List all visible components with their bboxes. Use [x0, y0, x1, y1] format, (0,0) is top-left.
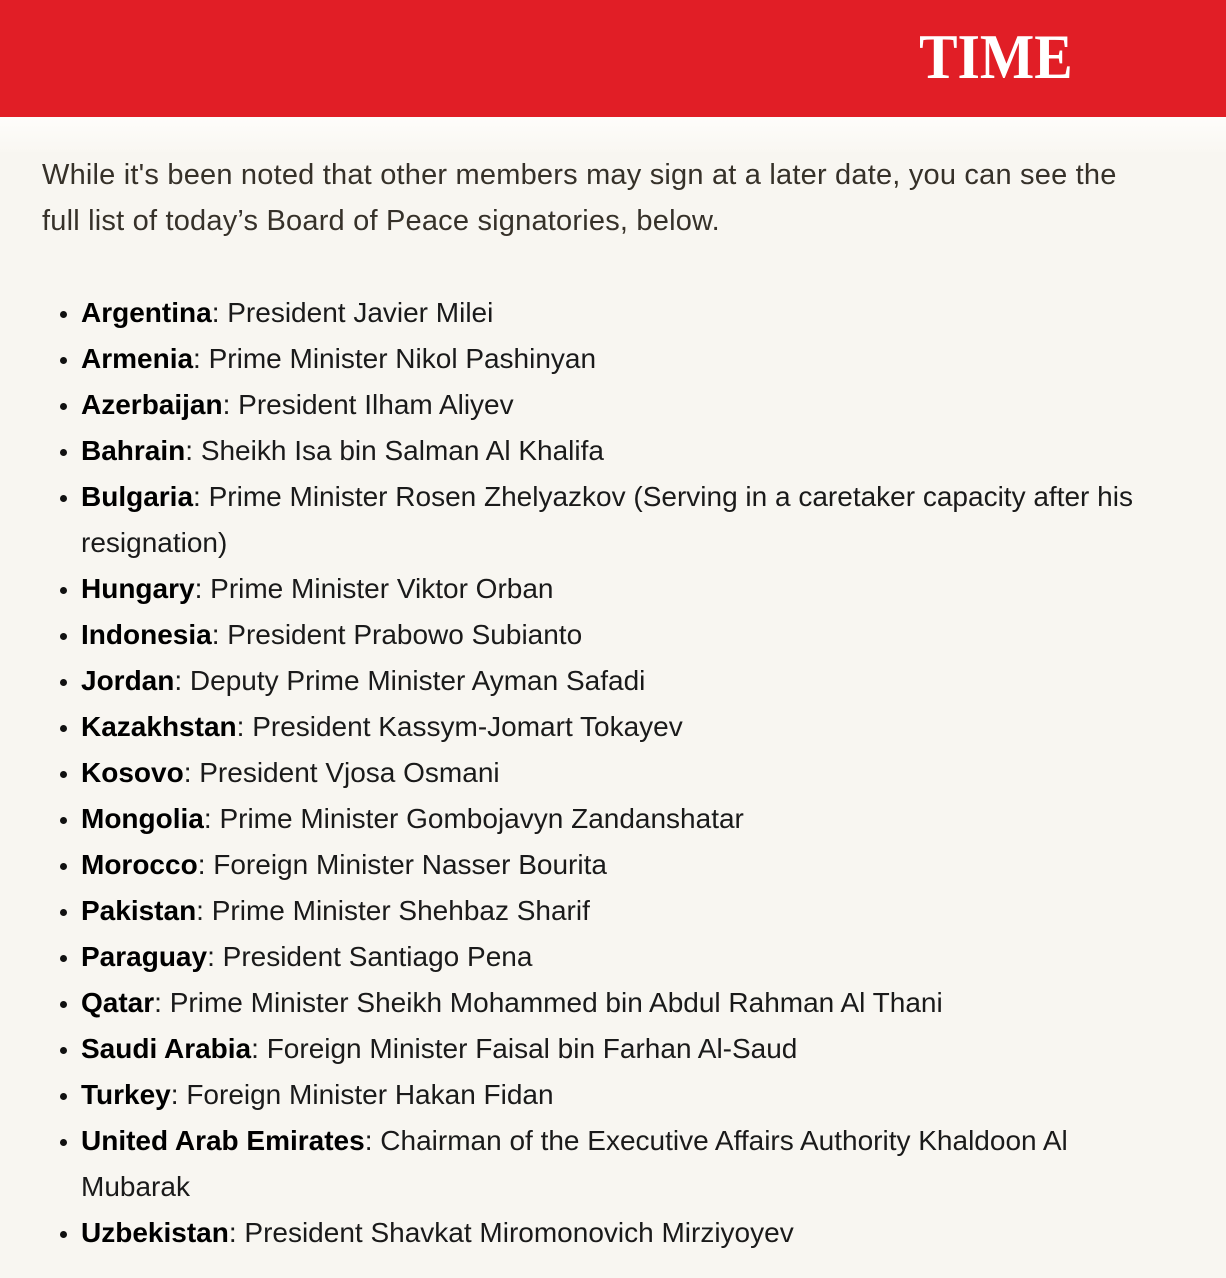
signatory-detail: Deputy Prime Minister Ayman Safadi	[189, 665, 646, 696]
signatory-country: Bulgaria	[81, 481, 194, 512]
signatory-detail: President Santiago Pena	[222, 941, 533, 972]
signatory-separator: :	[251, 1033, 267, 1064]
signatory-detail: Prime Minister Shehbaz Sharif	[211, 895, 590, 926]
signatory-separator: :	[194, 573, 211, 604]
signatory-item	[81, 704, 1184, 750]
signatory-item	[81, 980, 1184, 1026]
signatory-separator: :	[211, 619, 228, 650]
signatory-country: Bahrain	[81, 435, 186, 466]
signatory-separator: :	[170, 1079, 187, 1110]
signatory-item	[81, 934, 1184, 980]
signatory-country: Paraguay	[81, 941, 208, 972]
signatory-item	[81, 382, 1184, 428]
signatory-separator: :	[196, 895, 212, 926]
signatory-detail: Prime Minister Nikol Pashinyan	[208, 343, 597, 374]
signatory-separator: :	[193, 481, 209, 512]
signatory-detail: Foreign Minister Faisal bin Farhan Al-Saud	[266, 1033, 798, 1064]
signatory-detail: Foreign Minister Nasser Bourita	[213, 849, 607, 880]
signatory-item	[81, 842, 1184, 888]
signatory-detail: President Kassym-Jomart Tokayev	[252, 711, 683, 742]
signatory-separator: :	[185, 435, 201, 466]
signatory-detail: President Javier Milei	[227, 297, 494, 328]
signatory-separator: :	[236, 711, 253, 742]
signatory-country: Turkey	[81, 1079, 171, 1110]
intro-paragraph: While it's been noted that other members may sign at a later date, you can see the full list of today’s Board of Peace signatories, below.	[42, 159, 1117, 237]
signatory-detail: Prime Minister Sheikh Mohammed bin Abdul Rahman Al Thani	[169, 987, 943, 1018]
signatory-separator: :	[364, 1125, 381, 1156]
signatory-item	[81, 474, 1184, 566]
signatory-country: Jordan	[81, 665, 175, 696]
signatory-item	[81, 1210, 1184, 1256]
signatory-detail: President Ilham Aliyev	[238, 389, 514, 420]
header-fade	[0, 117, 1226, 152]
signatory-item	[81, 566, 1184, 612]
signatory-detail: Foreign Minister Hakan Fidan	[186, 1079, 554, 1110]
signatory-item	[81, 1026, 1184, 1072]
signatory-country: Hungary	[81, 573, 195, 604]
signatory-detail: Prime Minister Viktor Orban	[210, 573, 554, 604]
signatory-item	[81, 336, 1184, 382]
site-header	[0, 0, 1226, 117]
signatory-detail: Prime Minister Gombojavyn Zandanshatar	[219, 803, 744, 834]
signatory-country: Azerbaijan	[81, 389, 223, 420]
signatory-country: Qatar	[81, 987, 155, 1018]
signatory-separator: :	[228, 1217, 245, 1248]
signatory-detail: President Vjosa Osmani	[199, 757, 500, 788]
signatory-detail: Chairman of the Executive Affairs Authority Khaldoon Al Mubarak	[81, 1125, 1068, 1202]
signatory-country: Argentina	[81, 297, 212, 328]
signatory-detail: Prime Minister Rosen Zhelyazkov (Serving in a caretaker capacity after his resignation)	[81, 481, 1133, 558]
signatory-separator: :	[154, 987, 170, 1018]
signatory-separator: :	[174, 665, 190, 696]
signatory-item	[81, 290, 1184, 336]
signatory-detail: President Prabowo Subianto	[227, 619, 583, 650]
signatory-item	[81, 612, 1184, 658]
signatories-list	[42, 290, 1184, 1256]
signatory-item	[81, 1072, 1184, 1118]
article-body	[0, 152, 1226, 1256]
signatory-country: Pakistan	[81, 895, 197, 926]
signatory-country: United Arab Emirates	[81, 1125, 365, 1156]
signatory-item	[81, 796, 1184, 842]
signatory-detail: President Shavkat Miromonovich Mirziyoyev	[244, 1217, 794, 1248]
signatory-country: Kosovo	[81, 757, 184, 788]
signatory-country: Mongolia	[81, 803, 204, 834]
signatory-country: Uzbekistan	[81, 1217, 229, 1248]
signatory-country: Armenia	[81, 343, 194, 374]
signatory-separator: :	[207, 941, 223, 972]
signatory-separator: :	[203, 803, 220, 834]
signatory-item	[81, 428, 1184, 474]
signatory-separator: :	[193, 343, 209, 374]
signatory-country: Morocco	[81, 849, 198, 880]
time-logo[interactable]: TIME	[919, 20, 1073, 92]
signatory-item	[81, 1118, 1184, 1210]
signatory-item	[81, 658, 1184, 704]
signatory-country: Kazakhstan	[81, 711, 237, 742]
signatory-item	[81, 750, 1184, 796]
signatory-detail: Sheikh Isa bin Salman Al Khalifa	[200, 435, 604, 466]
signatory-country: Indonesia	[81, 619, 212, 650]
signatory-separator: :	[222, 389, 239, 420]
signatory-separator: :	[211, 297, 228, 328]
signatory-country: Saudi Arabia	[81, 1033, 252, 1064]
signatory-item	[81, 888, 1184, 934]
signatory-separator: :	[197, 849, 214, 880]
signatory-separator: :	[183, 757, 200, 788]
